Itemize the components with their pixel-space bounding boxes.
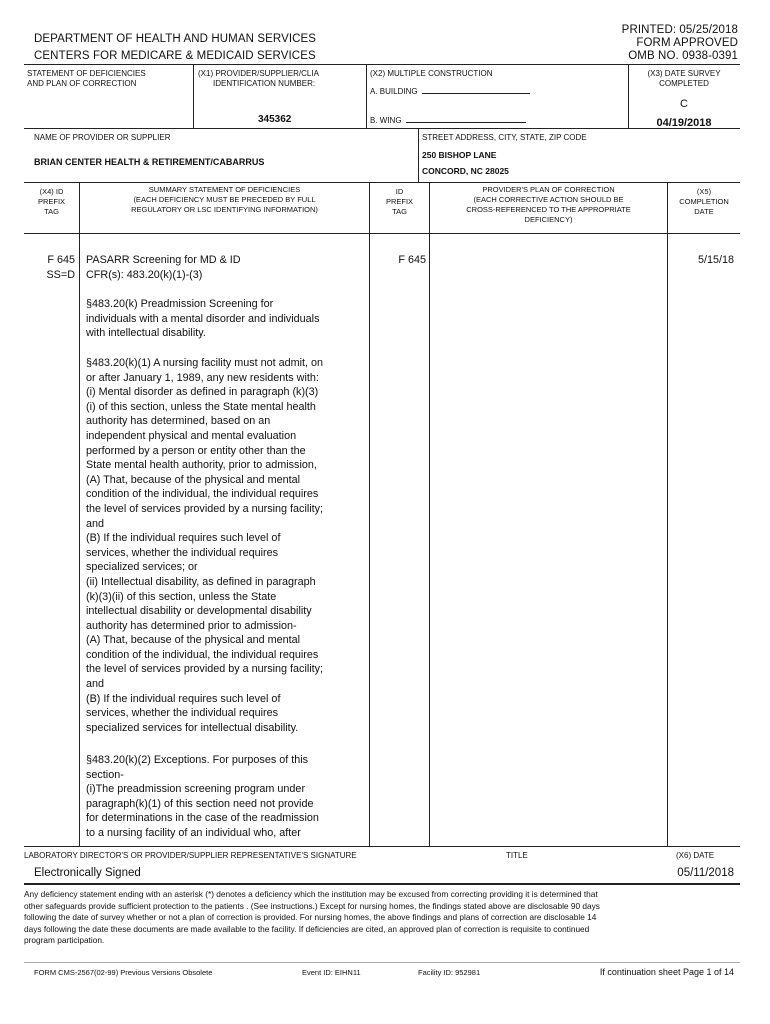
street-address: 250 BISHOP LANE (422, 150, 497, 160)
omb-number: OMB NO. 0938-0391 (628, 50, 738, 62)
street-label: STREET ADDRESS, CITY, STATE, ZIP CODE (422, 133, 587, 142)
statement-label-1: STATEMENT OF DEFICIENCIES (27, 69, 146, 78)
rule (24, 883, 740, 885)
rule (24, 846, 740, 847)
a-building-row (370, 85, 530, 96)
x1-label-1: (X1) PROVIDER/SUPPLIER/CLIA (198, 69, 319, 78)
city-state-zip: CONCORD, NC 28025 (422, 166, 509, 176)
rule (193, 64, 194, 128)
rule (667, 182, 668, 846)
provider-name-label: NAME OF PROVIDER OR SUPPLIER (34, 133, 171, 142)
b-wing-field (406, 114, 526, 123)
form-number: FORM CMS-2567(02-99) Previous Versions Obsolete (34, 968, 213, 977)
b-wing-row (370, 114, 526, 125)
rule (79, 182, 80, 846)
event-id: Event ID: EIHN11 (302, 968, 361, 977)
completion-date: 5/15/18 (697, 254, 734, 266)
x2-label: (X2) MULTIPLE CONSTRUCTION (370, 69, 493, 78)
rule (418, 128, 419, 182)
x1-label-2: IDENTIFICATION NUMBER: (213, 79, 316, 88)
deficiency-title: PASARR Screening for MD & ID (86, 254, 241, 266)
rule (429, 182, 430, 846)
rule (24, 182, 740, 183)
title-label: TITLE (506, 851, 528, 860)
statement-label-2: AND PLAN OF CORRECTION (27, 79, 137, 88)
rule (24, 962, 740, 963)
provider-id-number: 345362 (258, 114, 292, 125)
survey-date: 04/19/2018 (656, 117, 712, 129)
rule (366, 64, 367, 128)
signature-label: LABORATORY DIRECTOR'S OR PROVIDER/SUPPLIER REPRESENTATIVE'S SIGNATURE (24, 851, 357, 860)
rule (369, 182, 370, 846)
summary-header: SUMMARY STATEMENT OF DEFICIENCIES (EACH DEFICIENCY MUST BE PRECEDED BY FULL REGULATORY OR LSC IDENTIFYING INFORMATION) (131, 185, 318, 214)
scope-severity: SS=D (46, 269, 75, 281)
form-approved: FORM APPROVED (636, 37, 738, 49)
page-indicator: If continuation sheet Page 1 of 14 (599, 967, 734, 977)
printed-date: PRINTED: 05/25/2018 (621, 24, 738, 36)
x4-header: (X4) ID PREFIX TAG (37, 187, 66, 216)
plan-header: PROVIDER'S PLAN OF CORRECTION (EACH CORRECTIVE ACTION SHOULD BE CROSS-REFERENCED TO THE APPROPRIATE DEFICIENCY) (466, 185, 631, 224)
provider-name: BRIAN CENTER HEALTH & RETIREMENT/CABARRUS (34, 157, 265, 167)
id-header: ID PREFIX TAG (385, 187, 414, 216)
rule (24, 233, 740, 234)
signature-value: Electronically Signed (34, 867, 141, 879)
x3-label-2: COMPLETED (659, 79, 709, 88)
paragraph-preadmission: §483.20(k) Preadmission Screening for individuals with a mental disorder and individuals with intellectual disability. (86, 298, 320, 340)
x3-label-1: (X3) DATE SURVEY (647, 69, 721, 78)
x5-header: (X5) COMPLETION DATE (679, 187, 729, 216)
signature-date: 05/11/2018 (677, 867, 734, 879)
paragraph-k1: §483.20(k)(1) A nursing facility must not admit, on or after January 1, 1989, any new residents with: (i) Mental disorder as defined in paragraph (k)(3) (i) of this section, unless the State mental health authority has determined, based on an independent physical and mental evaluation performed by a person or entity other than the State mental health authority, prior to admission, (A) That, because of the physical and mental condition of the individual, the individual requires the level of services provided by a nursing facility; and (B) If the individual requires such level of services, whether the individual requires specialized services; or (ii) Intellectual disability, as defined in paragraph (k)(3)(ii) of this section, unless the State intellectual disability or developmental disability authority has determined prior to admission- (A) That, because of the physical and mental condition of the individual, the individual requires the level of services provided by a nursing facility; and (B) If the individual requires such level of services, whether the individual requires specialized services for intellectual disability. (86, 357, 324, 734)
disclaimer: Any deficiency statement ending with an asterisk (*) denotes a deficiency which the institution may be excused from correcting providing it is determined that other safeguards provide sufficient protection to the patients . (See instructions.) Except for nursing homes, the findings stated above are disclosable 90 days following the date of survey whether or not a plan of correction is provided. For nursing homes, the above findings and plans of correction are disclosable 14 days following the date these documents are made available to the facility. If deficiencies are cited, an approved plan of correction is requisite to continued program participation. (24, 889, 600, 946)
b-wing-label: B. WING (370, 116, 402, 125)
a-building-label: A. BUILDING (370, 87, 418, 96)
a-building-field (422, 85, 530, 94)
deficiency-tag: F 645 (47, 254, 75, 266)
cfr-reference: CFR(s): 483.20(k)(1)-(3) (86, 269, 203, 281)
x3-letter: C (680, 98, 688, 110)
agency-title: CENTERS FOR MEDICARE & MEDICAID SERVICES (34, 50, 316, 62)
facility-id: Facility ID: 952981 (418, 968, 481, 977)
dept-title: DEPARTMENT OF HEALTH AND HUMAN SERVICES (34, 33, 317, 45)
plan-id-tag: F 645 (398, 254, 426, 266)
rule (24, 64, 740, 65)
x6-date-label: (X6) DATE (676, 851, 715, 860)
paragraph-k2-exceptions: §483.20(k)(2) Exceptions. For purposes of this section- (i)The preadmission screening program under paragraph(k)(1) of this section need not provide for determinations in the case of the readmission to a nursing facility of an individual who, after (86, 754, 319, 839)
